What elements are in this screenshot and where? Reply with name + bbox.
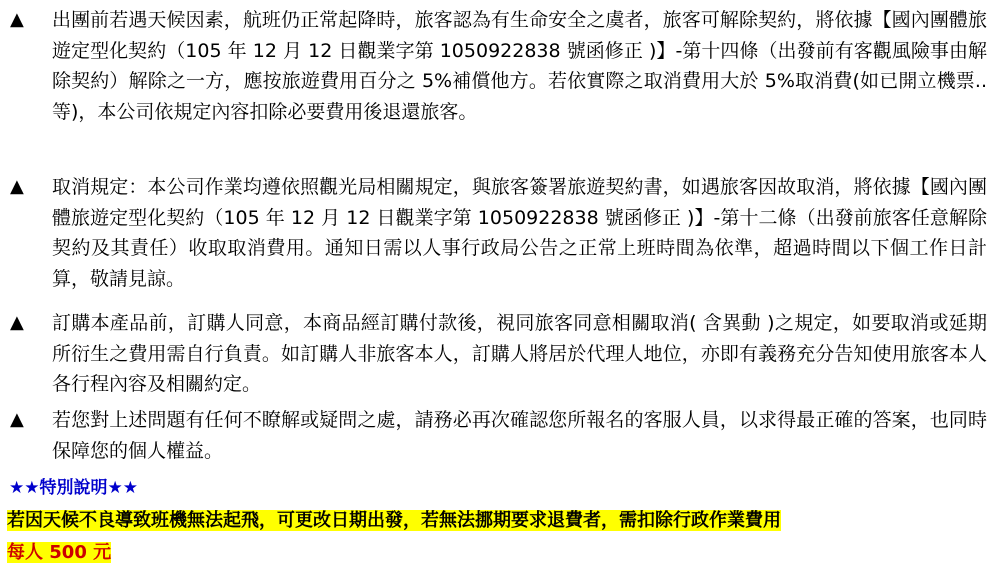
special-notice-title: ★★特別說明★★: [9, 478, 138, 498]
term-text: 若您對上述問題有任何不瞭解或疑問之處，請務必再次確認您所報名的客服人員，以求得最正確的答案，也同時保障您的個人權益。: [52, 409, 987, 462]
triangle-bullet-icon: ▲: [10, 409, 24, 430]
term-text: 取消規定：本公司作業均遵依照觀光局相關規定，與旅客簽署旅遊契約書，如遇旅客因故取消，將依據【國內團體旅遊定型化契約（105 年 12 月 12 日觀業字第 1050922838 號函修正 )】-第十二條（出發前旅客任意解除契約及其責任）收取取消費用。通知日需以人事行政局公告之正常上班時間為依準，超過時間以下個工作日計算，敬請見諒。: [52, 176, 987, 290]
special-notice-main: 若因天候不良導致班機無法起飛，可更改日期出發，若無法挪期要求退費者，需扣除行政作業費用: [7, 510, 781, 531]
special-notice: [7, 505, 987, 569]
special-notice-fee: 每人 500 元: [7, 542, 112, 563]
triangle-bullet-icon: ▲: [10, 176, 24, 197]
triangle-bullet-icon: ▲: [10, 312, 24, 333]
term-text: 訂購本產品前，訂購人同意，本商品經訂購付款後，視同旅客同意相關取消( 含異動 )之規定，如要取消或延期所衍生之費用需自行負責。如訂購人非旅客本人，訂購人將居於代理人地位，亦即有義務充分告知使用旅客本人各行程內容及相關約定。: [52, 312, 987, 395]
triangle-bullet-icon: ▲: [10, 9, 24, 30]
term-text: 出團前若遇天候因素，航班仍正常起降時，旅客認為有生命安全之虞者，旅客可解除契約，將依據【國內團體旅遊定型化契約（105 年 12 月 12 日觀業字第 1050922838 號函修正 )】-第十四條（出發前有客觀風險事由解除契約）解除之一方，應按旅遊費用百分之 5%補償他方。若依實際之取消費用大於 5%取消費(如已開立機票..等)，本公司依規定內容扣除必要費用後退還旅客。: [52, 9, 987, 123]
